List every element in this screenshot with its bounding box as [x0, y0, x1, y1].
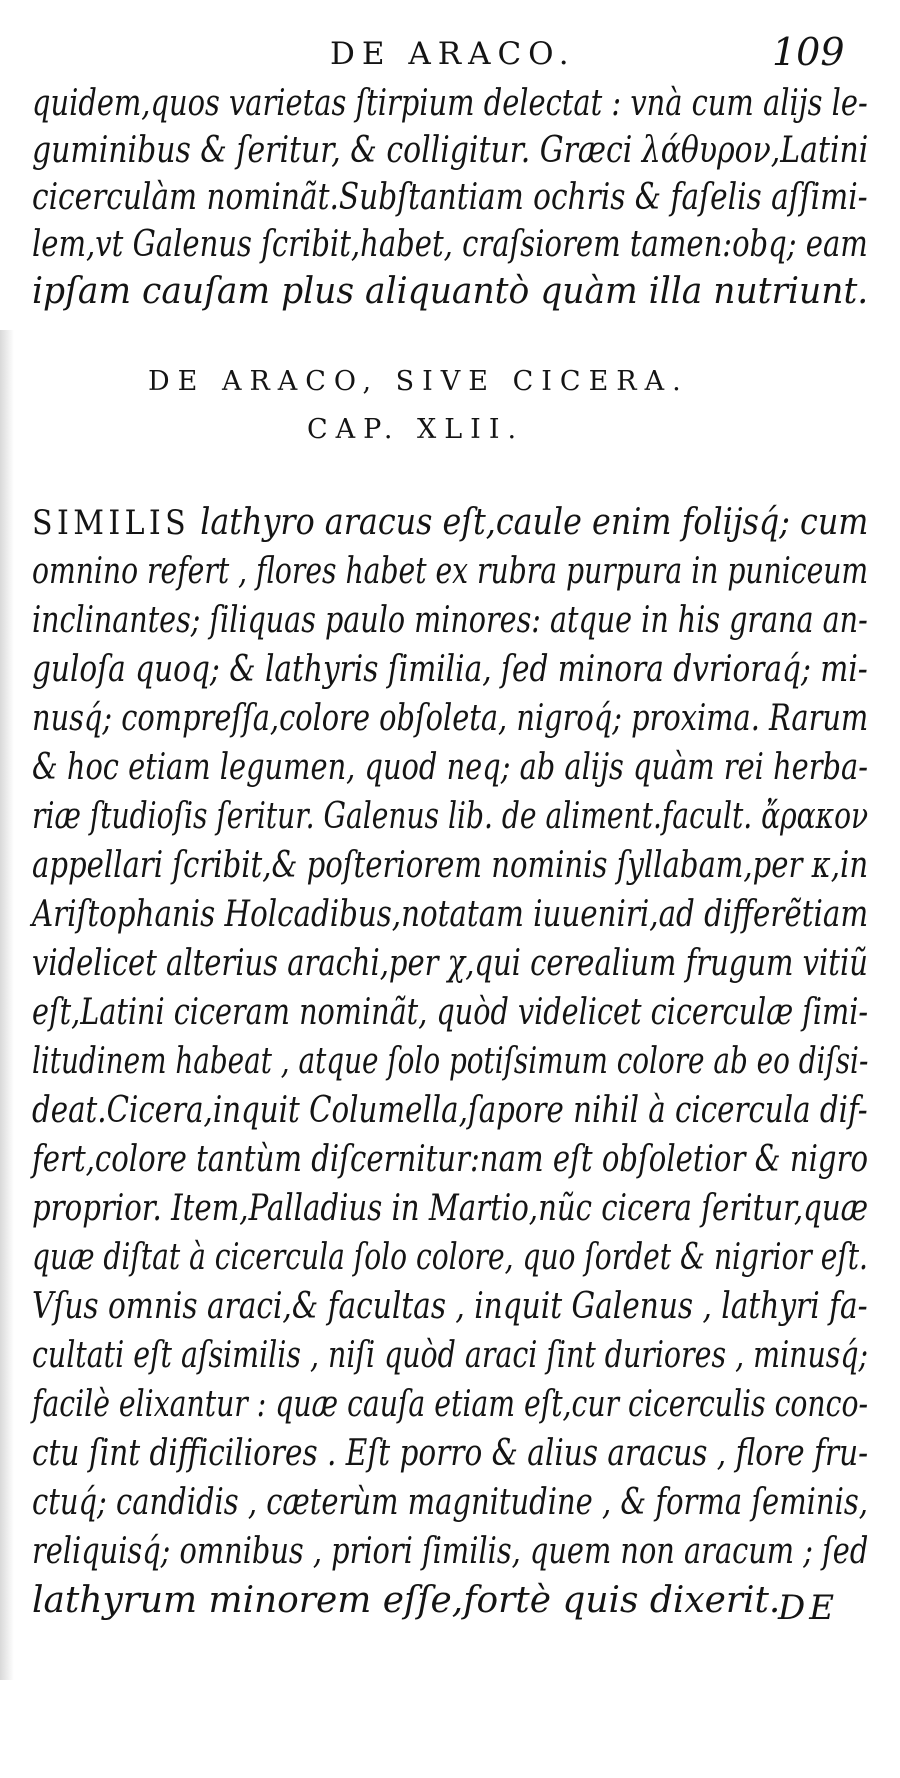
text-line: nusq́; compreſſa,colore obſoleta, nigroq́; proxima. Rarum	[32, 698, 869, 739]
text-line: omnino refert , flores habet ex rubra purpura in puniceum	[32, 551, 869, 592]
text-line: & hoc etiam legumen, quod neq; ab alijs quàm rei herba-	[32, 747, 868, 788]
text-line: cultati eſt aſsimilis , niſi quòd araci ſint duriores , minusq́;	[32, 1335, 869, 1376]
text-line: proprior. Item,Palladius in Martio,nũc cicera ſeritur,quæ	[32, 1188, 869, 1229]
text-line: reliquisq́; omnibus , priori ſimilis, quem non aracum ; ſed	[32, 1531, 869, 1572]
text-line: guminibus & ſeritur, & colligitur. Græci λάθυρον,Latini	[32, 130, 869, 171]
text-line: appellari ſcribit,& poſteriorem nominis ſyllabam,per κ,in	[32, 845, 869, 886]
text-line-first	[32, 498, 869, 547]
text-line: quæ diſtat à cicercula ſolo colore, quo ſordet & nigrior eſt.	[32, 1237, 868, 1278]
page-number: 109	[772, 30, 845, 74]
text-line: facilè elixantur : quæ cauſa etiam eſt,cur cicerculis conco-	[32, 1384, 869, 1425]
text-line: ctuq́; candidis , cæterùm magnitudine , & forma ſeminis,	[32, 1482, 868, 1523]
text-line: Vſus omnis araci,& facultas , inquit Galenus , lathyri fa-	[32, 1286, 868, 1327]
text-line: inclinantes; ſiliquas paulo minores: atque in his grana an-	[32, 600, 868, 641]
first-line-rest: lathyro aracus eſt,caule enim folijsq́; cum	[190, 502, 869, 543]
text-line: videlicet alterius arachi,per χ,qui cerealium frugum vitiũ	[32, 943, 868, 984]
running-head: DE ARACO.	[330, 36, 576, 72]
text-line: riæ ſtudioſis ſeritur. Galenus lib. de aliment.facult. ἄρακον	[32, 796, 869, 837]
catchword: DE	[778, 1588, 839, 1628]
text-line: lem,vt Galenus ſcribit,habet, craſsiorem tamen:obq; eam	[32, 224, 868, 265]
text-line: deat.Cicera,inquit Columella,ſapore nihil à cicercula dif-	[32, 1090, 868, 1131]
text-line: fert,colore tantùm diſcernitur:nam eſt obſoletior & nigro	[32, 1139, 869, 1180]
chapter-number: CAP. XLII.	[307, 414, 525, 445]
continued-paragraph	[32, 80, 870, 315]
text-line: lathyrum minorem eſſe,fortè quis dixerit.	[32, 1580, 781, 1621]
chapter-title: DE ARACO, SIVE CICERA.	[148, 366, 689, 397]
text-line: litudinem habeat , atque ſolo potiſsimum colore ab eo diſsi-	[32, 1041, 869, 1082]
lead-word: SIMILIS	[32, 503, 191, 543]
text-line: ctu ſint difficiliores . Eſt porro & alius aracus , flore fru-	[32, 1433, 869, 1474]
text-line: Ariſtophanis Holcadibus,notatam iuueniri,ad differẽtiam	[32, 894, 869, 935]
chapter-body	[32, 498, 870, 1625]
text-line: ipſam cauſam plus aliquantò quàm illa nutriunt.	[32, 271, 869, 312]
text-line: guloſa quoq; & lathyris ſimilia, ſed minora dvrioraq́; mi-	[32, 649, 868, 690]
text-line: quidem,quos varietas ſtirpium delectat : vnà cum alijs le-	[32, 83, 868, 124]
text-line: cicerculàm nominãt.Subſtantiam ochris & faſelis aſſimi-	[32, 177, 868, 218]
text-line: eſt,Latini ciceram nominãt, quòd videlicet cicerculæ ſimi-	[32, 992, 869, 1033]
binding-gutter-shadow	[0, 330, 14, 1680]
